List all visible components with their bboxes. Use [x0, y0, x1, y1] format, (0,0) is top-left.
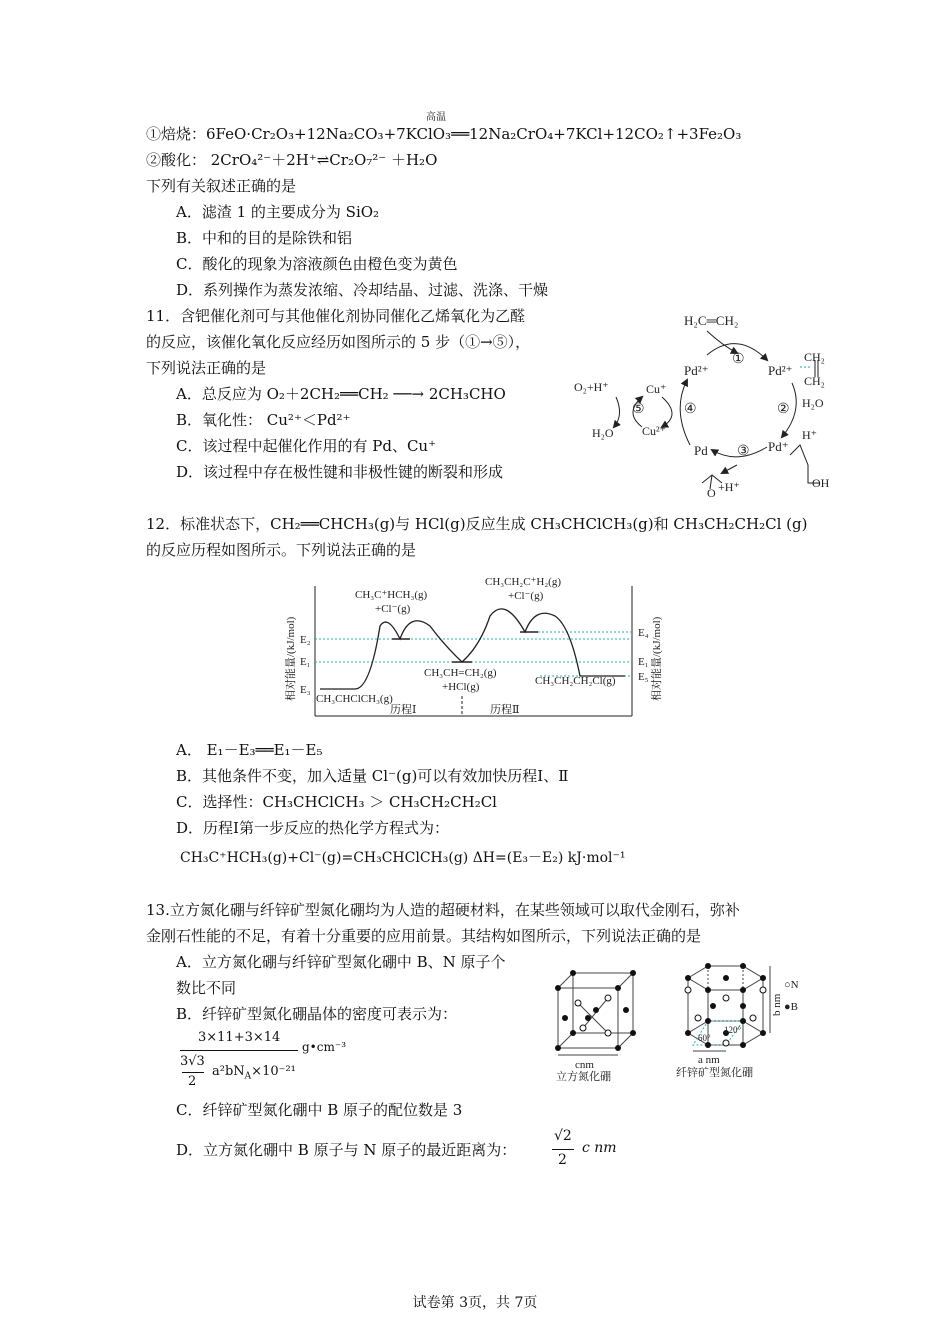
- cnm-label: cnm: [575, 1059, 594, 1071]
- q10-eq1: ①焙烧：6FeO·Cr₂O₃+12Na₂CO₃+7KClO₃══12Na₂CrO₄+7KCl+12CO₂↑+3Fe₂O₃: [146, 125, 742, 143]
- catalytic-cycle-diagram: [572, 305, 842, 500]
- density-den-sub: A: [244, 1071, 252, 1082]
- q10-stem: 下列有关叙述正确的是: [146, 177, 297, 195]
- q13-option-a-1: A．立方氮化硼与纤锌矿型氮化硼中 B、N 原子个: [176, 953, 506, 971]
- q11-stem-3: 下列说法正确的是: [146, 359, 267, 377]
- q12-option-d-equation: CH₃C⁺HCH₃(g)+Cl⁻(g)=CH₃CHClCH₃(g) ΔH=(E₃－E₂) kJ·mol⁻¹: [180, 850, 626, 866]
- ethylene-arrow: [707, 331, 737, 353]
- reactant-label: CH₃CH=CH₂(g): [424, 667, 497, 679]
- cubic-label: 立方氮化硼: [556, 1071, 611, 1083]
- ylabel-left: 相对能量/(kJ/mol): [285, 616, 297, 701]
- q12-stem-2: 的反应历程如图所示。下列说法正确的是: [146, 541, 417, 559]
- e1-right-label: E₁: [638, 656, 649, 668]
- q12-option-b: B．其他条件不变，加入适量 Cl⁻(g)可以有效加快历程Ⅰ、Ⅱ: [176, 767, 569, 785]
- density-numerator: 3×11+3×14: [198, 1030, 281, 1045]
- q12-stem-1: 12．标准状态下，CH₂══CHCH₃(g)与 HCl(g)反应生成 CH₃CHClCH₃(g)和 CH₃CH₂CH₂Cl (g): [146, 515, 808, 533]
- legend-n: ○N: [784, 979, 799, 991]
- step4-label: ④: [684, 402, 697, 417]
- q11-stem-2: 的反应，该催化氧化反应经历如图所示的 5 步（①→⑤），: [146, 333, 531, 351]
- step1-label: ①: [732, 352, 745, 367]
- q13-option-a-2: 数比不同: [176, 979, 237, 997]
- wurtzite-bn-cell: [676, 963, 799, 1079]
- e1-label: E₁: [300, 656, 311, 668]
- q10-option-b: B．中和的目的是除铁和铝: [176, 229, 353, 247]
- prod1-label: CH₃CHClCH₃(g): [316, 693, 393, 705]
- density-unit: g•cm⁻³: [302, 1040, 347, 1054]
- step2-label: ②: [777, 402, 790, 417]
- h2o-in: H₂O: [802, 396, 824, 410]
- q12-option-a: A． E₁－E₃══E₁－E₅: [176, 741, 323, 759]
- int2b-label: +Cl⁻(g): [508, 590, 544, 602]
- q11-option-d: D．该过程中存在极性键和非极性键的断裂和形成: [176, 463, 504, 481]
- q11-option-b: B．氧化性： Cu²⁺＜Pd²⁺: [176, 411, 351, 429]
- h2o-out: H₂O: [592, 426, 614, 440]
- density-den-a2bn: a²bN: [212, 1064, 245, 1079]
- pd2-right: Pd²⁺: [768, 363, 793, 378]
- int1-label: CH₃C⁺HCH₃(g): [355, 589, 428, 601]
- distance-tail: c nm: [582, 1140, 617, 1156]
- angle-120: 120°: [724, 1025, 742, 1035]
- q13-option-c: C．纤锌矿型氮化硼中 B 原子的配位数是 3: [176, 1101, 463, 1119]
- q13-stem-1: 13.立方氮化硼与纤锌矿型氮化硼均为人造的超硬材料，在某些领域可以取代金刚石，弥补: [146, 901, 740, 919]
- ch2-bottom: CH₂: [804, 374, 825, 388]
- step5-label: ⑤: [632, 402, 645, 417]
- ethylene-label: H₂C═CH₂: [684, 313, 739, 328]
- e5-label: E₅: [638, 671, 649, 683]
- q10-option-a: A．滤渣 1 的主要成分为 SiO₂: [176, 203, 380, 221]
- q12-option-c: C．选择性：CH₃CHClCH₃ ＞ CH₃CH₂CH₂Cl: [176, 793, 497, 811]
- int1b-label: +Cl⁻(g): [375, 603, 411, 615]
- density-formula: [180, 1030, 370, 1090]
- path2-label: 历程Ⅱ: [490, 704, 520, 716]
- q13-option-b: B．纤锌矿型氮化硼晶体的密度可表示为：: [176, 1005, 458, 1023]
- bnm-label: b nm: [771, 993, 783, 1016]
- e3-label: E₃: [300, 684, 311, 696]
- q10-option-c: C．酸化的现象为溶液颜色由橙色变为黄色: [176, 255, 458, 273]
- o2h-label: O₂+H⁺: [574, 380, 609, 394]
- density-den-exp: ×10⁻²¹: [251, 1064, 296, 1079]
- q12-option-d: D．历程Ⅰ第一步反应的热化学方程式为：: [176, 819, 449, 837]
- path1-label: 历程Ⅰ: [390, 704, 417, 716]
- cu-plus: Cu⁺: [646, 382, 667, 396]
- distance-numerator: √2: [554, 1128, 572, 1144]
- q10-option-d: D．系列操作为蒸发浓缩、冷却结晶、过滤、洗涤、干燥: [176, 281, 549, 299]
- anm-label: a nm: [698, 1054, 720, 1066]
- pd-plus: Pd⁺: [768, 439, 789, 454]
- cu2-plus: Cu²⁺: [642, 424, 666, 438]
- density-den-root: 3√3: [180, 1054, 205, 1069]
- oh-label: OH: [812, 476, 830, 490]
- angle-60: 60°: [698, 1033, 711, 1043]
- distance-formula: [552, 1128, 632, 1176]
- energy-profile-chart: [280, 566, 680, 736]
- aldehyde-h: +H⁺: [718, 480, 740, 494]
- e2-label: E₂: [300, 634, 311, 646]
- legend-b: ●B: [784, 1001, 798, 1013]
- boron-nitride-structures: [548, 958, 818, 1083]
- q11-stem-1: 11．含钯催化剂可与其他催化剂协同催化乙烯氧化为乙醛: [146, 307, 526, 325]
- distance-denominator: 2: [558, 1152, 567, 1168]
- aldehyde-o: O: [707, 486, 716, 500]
- ch2-top: CH₂: [804, 350, 825, 364]
- q11-option-c: C．该过程中起催化作用的有 Pd、Cu⁺: [176, 437, 436, 455]
- q13-stem-2: 金刚石性能的不足，有着十分重要的应用前景。其结构如图所示，下列说法正确的是: [146, 927, 702, 945]
- step3-label: ③: [737, 444, 750, 459]
- ylabel-right: 相对能量/(kJ/mol): [651, 616, 663, 701]
- pd2-left: Pd²⁺: [684, 363, 709, 378]
- e4-label: E₄: [638, 627, 649, 639]
- density-den-two: 2: [188, 1074, 197, 1089]
- reactantb-label: +HCl(g): [442, 681, 480, 693]
- eq1-condition: 高温: [426, 112, 446, 123]
- density-den-main: [212, 1064, 296, 1082]
- page-footer: 试卷第 3页，共 7页: [412, 1295, 538, 1311]
- pd-label: Pd: [694, 443, 708, 458]
- q13-option-d: D．立方氮化硼中 B 原子与 N 原子的最近距离为：: [176, 1141, 517, 1159]
- h-out: H⁺: [802, 428, 817, 442]
- prod2-label: CH₃CH₂CH₂Cl(g): [535, 675, 616, 687]
- int2-label: CH₃CH₂C⁺H₂(g): [485, 576, 561, 588]
- q11-option-a: A．总反应为 O₂＋2CH₂══CH₂ ──→ 2CH₃CHO: [176, 385, 506, 403]
- q10-eq2: ②酸化： 2CrO₄²⁻＋2H⁺⇌Cr₂O₇²⁻ ＋H₂O: [146, 151, 438, 169]
- cubic-bn-cell: [555, 970, 636, 1083]
- wurtzite-label: 纤锌矿型氮化硼: [676, 1067, 753, 1079]
